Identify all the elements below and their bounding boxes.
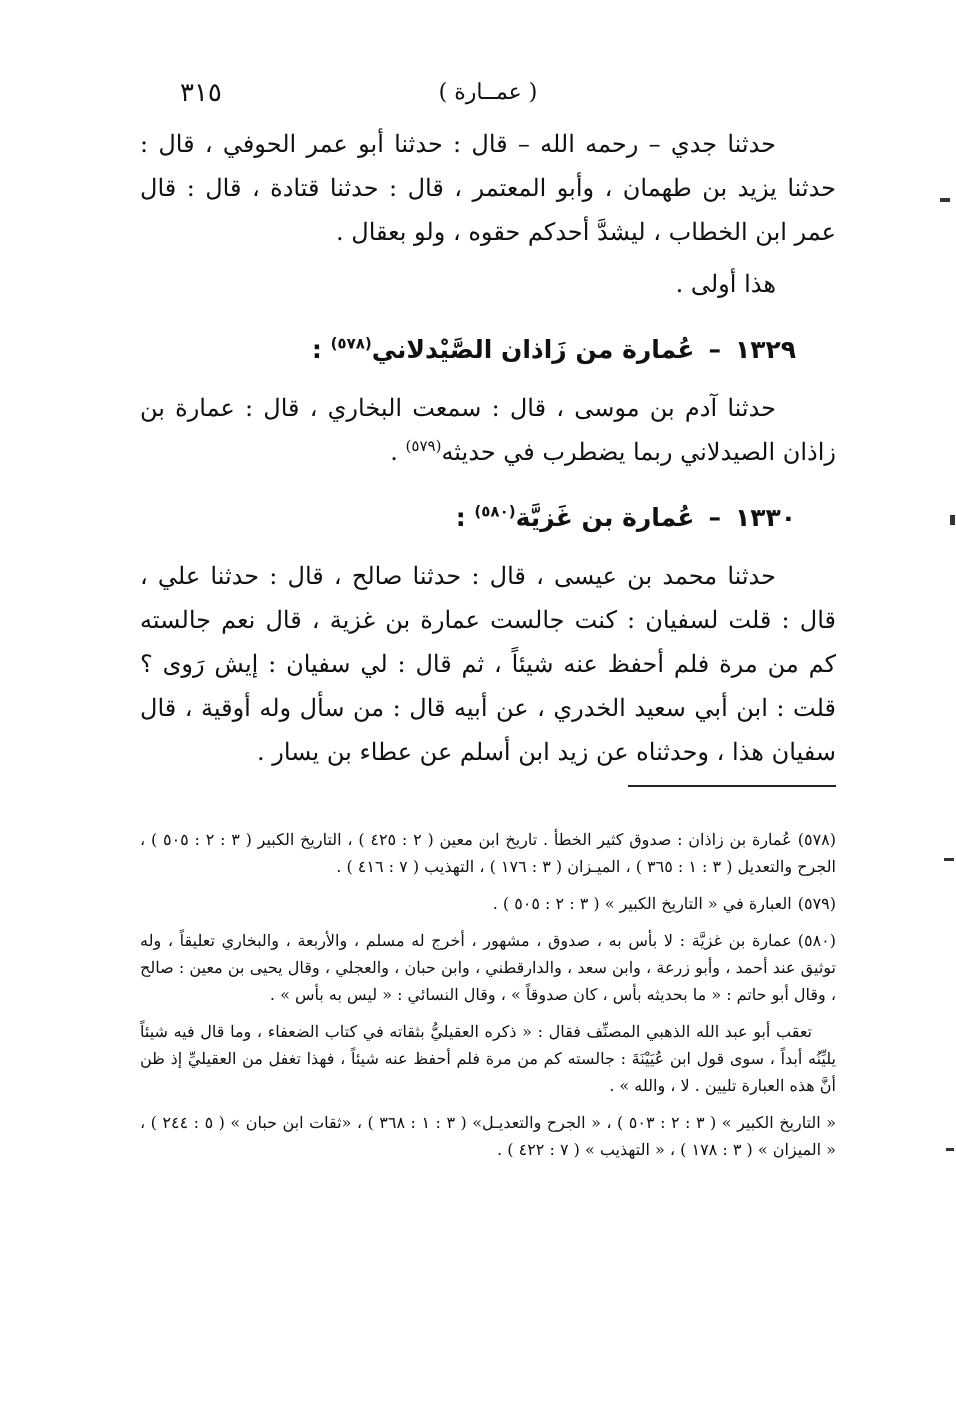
paragraph-4: حدثنا محمد بن عيسى ، قال : حدثنا صالح ، قال : حدثنا علي ، قال : قلت لسفيان : كنت جالست عمارة بن غزية ، قال نعم جالسته كم من مرة فلم أحفظ عنه شيئاً ، ثم قال : لي سفيان : إيش رَوى ؟ قلت : ابن أبي سعيد الخدري ، عن أبيه قال : من سأل وله أوقية ، قال سفيان هذا ، وحدثناه عن زيد ابن أسلم عن عطاء بن يسار . <box>140 562 836 766</box>
footnote-ref: (٥٨٠) <box>474 502 516 521</box>
paragraph-3 <box>140 386 836 474</box>
entry-heading-1329 <box>140 328 836 372</box>
footnote-580 <box>140 927 836 1008</box>
page-header <box>140 78 836 118</box>
entry-colon: : <box>455 503 466 532</box>
footnote-579 <box>140 890 836 917</box>
scan-edge-mark <box>940 198 950 202</box>
entry-heading-1330 <box>140 496 836 540</box>
entry-dash: – <box>708 335 721 364</box>
footnote-text: عُمارة بن زاذان : صدوق كثير الخطأ . تاريخ ابن معين ( ٢ : ٤٢٥ ) ، التاريخ الكبير ( ٣ : ٢ : ٥٠٥ ) ، الجرح والتعديل ( ٣ : ١ : ٣٦٥ ) ، الميـزان ( ٣ : ١٧٦ ) ، التهذيب ( ٧ : ٤١٦ ) . <box>140 830 836 876</box>
entry-number: ١٣٣٠ <box>734 503 796 532</box>
footnote-580-references: « التاريخ الكبير » ( ٣ : ٢ : ٥٠٣ ) ، « الجرح والتعديـل» ( ٣ : ١ : ٣٦٨ ) ، «ثقات ابن حبان » ( ٥ : ٢٤٤ ) ، « الميزان » ( ٣ : ١٧٨ ) ، « التهذيب » ( ٧ : ٤٢٢ ) . <box>140 1113 837 1159</box>
paragraph-3-text: حدثنا آدم بن موسى ، قال : سمعت البخاري ، قال : عمارة بن زاذان الصيدلاني ربما يضطرب في حديثه <box>140 394 836 466</box>
footnote-578 <box>140 826 836 880</box>
scan-edge-mark <box>946 1148 954 1151</box>
paragraph-1: حدثنا جدي – رحمه الله – قال : حدثنا أبو عمر الحوفي ، قال : حدثنا يزيد بن طهمان ، وأبو المعتمر ، قال : حدثنا قتادة ، قال : قال عمر ابن الخطاب ، ليشدَّ أحدكم حقوه ، ولو بعقال . <box>140 130 837 246</box>
page-number: ٣١٥ <box>180 78 222 108</box>
main-text <box>140 122 836 774</box>
entry-name: عُمارة بن غَزيَّة <box>515 503 695 532</box>
footnote-text: عمارة بن غزيَّة : لا بأس به ، صدوق ، مشهور ، أخرج له مسلم ، والأربعة ، والبخاري تعليقاً ، وله توثيق عند أحمد ، وأبو زرعة ، وابن سعد ، والدارقطني ، وابن حبان ، والعجلي ، وقال يحيى بن معين : صالح ، وقال أبو حاتم : « ما بحديثه بأس ، كان صدوقاً » ، وقال النسائي : « ليس به بأس » . <box>140 931 836 1004</box>
footnote-ref: (٥٧٩) <box>405 437 442 455</box>
footnotes <box>140 826 836 1173</box>
running-head: ( عمــارة ) <box>438 80 538 105</box>
footnote-580-continuation: تعقب أبو عبد الله الذهبي المصنِّف فقال : « ذكره العقيليُّ بثقاته في كتاب الضعفاء ، وما قال فيه شيئاً يليِّنُه أبداً ، سوى قول ابن عُيَيْنَةَ : جالسته كم من مرة فلم أحفظ عنه شيئاً ، فهذا تغفل من العقيليِّ إذ ظن أنَّ هذه العبارة تليين . لا ، والله » . <box>140 1022 836 1095</box>
footnote-text: العبارة في « التاريخ الكبير » ( ٣ : ٢ : ٥٠٥ ) . <box>492 894 792 913</box>
paragraph-2: هذا أولى . <box>675 270 776 298</box>
entry-name: عُمارة من زَاذان الصَّيْدلاني <box>371 335 695 364</box>
footnote-number: (٥٨٠) <box>797 931 836 950</box>
scan-edge-mark <box>950 515 955 525</box>
scan-edge-mark <box>944 858 954 861</box>
entry-number: ١٣٢٩ <box>734 335 796 364</box>
entry-dash: – <box>708 503 721 532</box>
paragraph-3-end: . <box>390 438 406 466</box>
entry-colon: : <box>311 335 322 364</box>
footnote-ref: (٥٧٨) <box>330 334 372 353</box>
footnote-number: (٥٧٩) <box>797 894 836 913</box>
footnote-divider <box>628 785 836 787</box>
footnote-number: (٥٧٨) <box>797 830 837 849</box>
